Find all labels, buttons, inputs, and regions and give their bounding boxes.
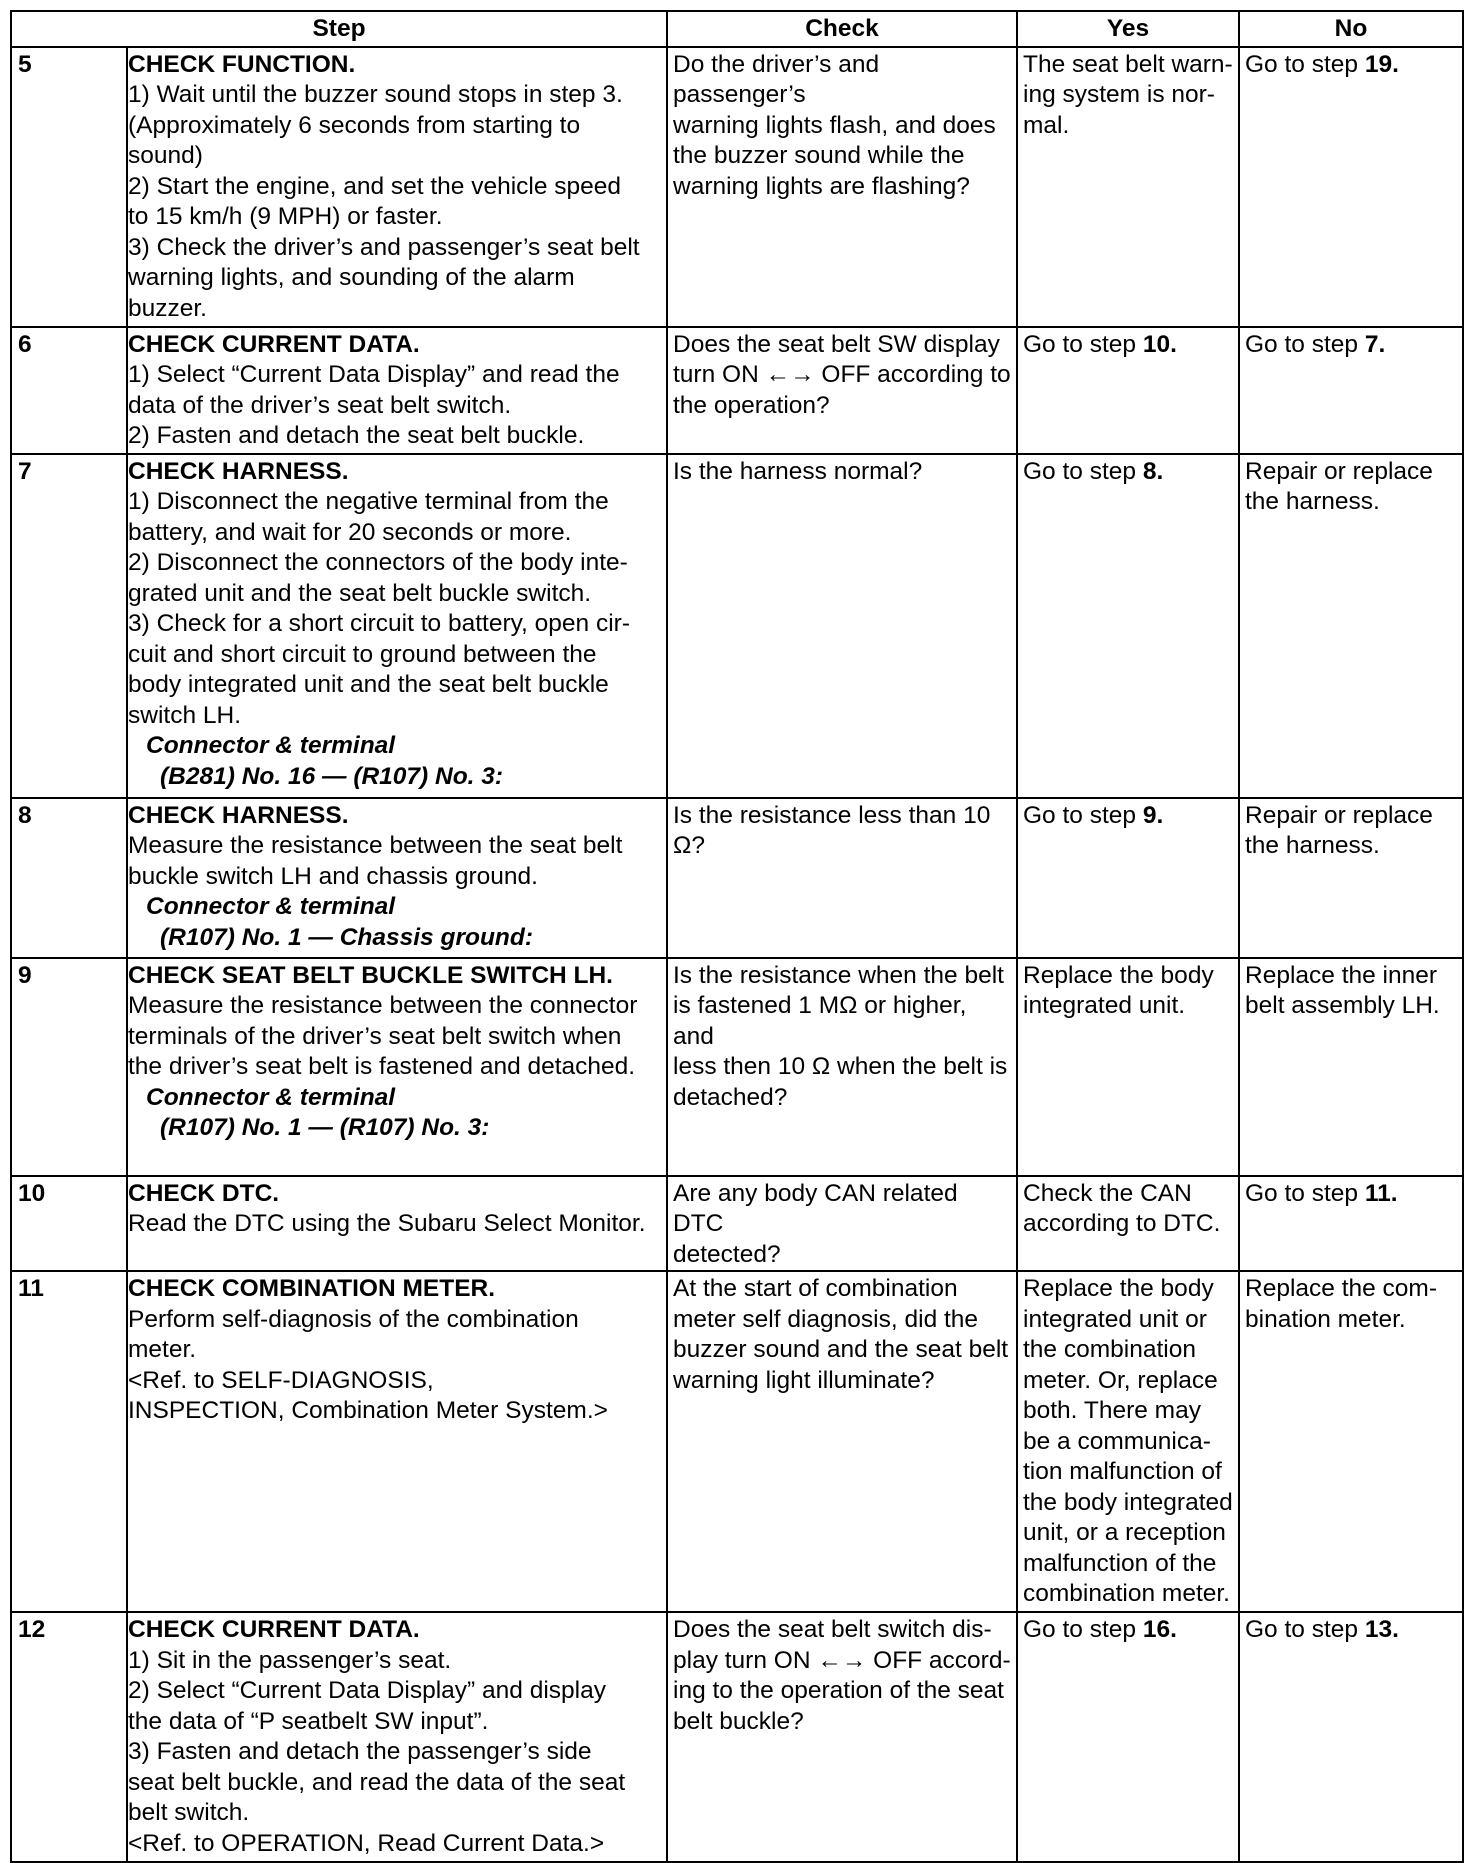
step-line: 1) Wait until the buzzer sound stops in step 3. (128, 81, 623, 108)
step-description (127, 327, 667, 454)
table-row (11, 958, 1463, 1176)
step-title: CHECK HARNESS. (128, 801, 349, 829)
check-line: warning light illuminate? (673, 1366, 935, 1394)
yes-line: unit, or a reception (1023, 1519, 1226, 1546)
check-line: belt buckle? (673, 1707, 804, 1735)
check-cell (667, 1612, 1017, 1862)
step-title: CHECK DTC. (128, 1179, 280, 1207)
connector-terminal: (R107) No. 1 — (R107) No. 3: (160, 1114, 490, 1141)
connector-terminal: (R107) No. 1 — Chassis ground: (160, 923, 534, 951)
step-line: 2) Fasten and detach the seat belt buckle. (128, 422, 585, 449)
step-line: (Approximately 6 seconds from starting to (128, 111, 581, 139)
yes-text: Go to step (1023, 1616, 1143, 1643)
check-line: ing to the operation of the seat (673, 1677, 1004, 1704)
yes-line: both. There may (1023, 1397, 1201, 1424)
no-end: . (1390, 1179, 1398, 1207)
step-description (127, 1271, 667, 1612)
yes-step-ref: 10 (1142, 330, 1171, 358)
table-row (11, 1612, 1463, 1862)
yes-step-ref: 8 (1142, 457, 1157, 485)
check-line: buzzer sound and the seat belt (673, 1336, 1009, 1363)
check-line: warning lights flash, and does (673, 111, 996, 139)
step-line: 1) Disconnect the negative terminal from the (128, 488, 609, 515)
yes-cell (1017, 1271, 1239, 1612)
table-row (11, 327, 1463, 454)
no-text: Go to step (1245, 1179, 1365, 1207)
step-line: buckle switch LH and chassis ground. (128, 862, 538, 890)
check-cell (667, 958, 1017, 1176)
yes-cell (1017, 1176, 1239, 1272)
step-number: 6 (11, 327, 127, 454)
yes-line: The seat belt warn- (1023, 50, 1233, 78)
table-row (11, 798, 1463, 958)
step-line: body integrated unit and the seat belt buckle (128, 671, 609, 698)
no-step-ref: 7 (1364, 330, 1379, 358)
step-line: 1) Sit in the passenger’s seat. (128, 1646, 452, 1674)
no-end: . (1392, 1616, 1399, 1643)
step-line: sound) (128, 142, 203, 169)
step-line: Perform self-diagnosis of the combination (128, 1305, 579, 1333)
yes-line: tion malfunction of (1023, 1458, 1222, 1485)
step-line: the driver’s seat belt is fastened and detached. (128, 1053, 636, 1080)
step-line: grated unit and the seat belt buckle switch. (128, 579, 592, 607)
header-yes: Yes (1017, 11, 1239, 47)
step-line: belt switch. (128, 1799, 250, 1826)
step-title: CHECK CURRENT DATA. (128, 1616, 420, 1643)
check-line: Is the resistance when the belt (673, 961, 1004, 989)
yes-line: integrated unit. (1023, 992, 1186, 1019)
yes-text: Go to step (1023, 801, 1143, 829)
no-line: Replace the com- (1245, 1275, 1438, 1302)
yes-line: meter. Or, replace (1023, 1366, 1218, 1394)
yes-text: Go to step (1023, 330, 1143, 358)
yes-cell (1017, 47, 1239, 327)
step-number: 10 (11, 1176, 127, 1272)
no-cell (1239, 958, 1463, 1176)
yes-end: . (1170, 330, 1177, 358)
step-line: 2) Start the engine, and set the vehicle speed (128, 172, 622, 200)
step-line: 1) Select “Current Data Display” and read the (128, 361, 620, 388)
step-description (127, 47, 667, 327)
step-line: warning lights, and sounding of the alarm (128, 264, 575, 291)
yes-line: the combination (1023, 1336, 1196, 1363)
step-description (127, 1176, 667, 1272)
step-number: 9 (11, 958, 127, 1176)
no-step-ref: 11 (1364, 1179, 1391, 1207)
no-cell (1239, 47, 1463, 327)
check-line: warning lights are flashing? (673, 172, 970, 200)
step-line: INSPECTION, Combination Meter System.> (128, 1397, 608, 1424)
no-text: Go to step (1245, 1616, 1365, 1643)
connector-label: Connector & terminal (146, 732, 396, 759)
header-check: Check (667, 11, 1017, 47)
step-line: buzzer. (128, 294, 207, 322)
check-cell (667, 47, 1017, 327)
step-title: CHECK COMBINATION METER. (128, 1275, 496, 1302)
step-description (127, 798, 667, 958)
check-line: Is the harness normal? (673, 457, 923, 485)
check-line: Does the seat belt switch dis- (673, 1616, 992, 1643)
step-number: 5 (11, 47, 127, 327)
check-line: play turn ON ←→ OFF accord- (673, 1646, 1011, 1674)
step-line: Read the DTC using the Subaru Select Monitor. (128, 1210, 646, 1237)
check-line: Does the seat belt SW display (673, 330, 1000, 358)
yes-cell (1017, 958, 1239, 1176)
no-line: bination meter. (1245, 1305, 1406, 1333)
no-step-ref: 19 (1364, 50, 1393, 78)
table-row (11, 1271, 1463, 1612)
yes-line: combination meter. (1023, 1580, 1230, 1607)
connector-label: Connector & terminal (146, 893, 396, 920)
no-line: Repair or replace (1245, 457, 1433, 485)
yes-line: the body integrated (1023, 1488, 1233, 1516)
step-line: the data of “P seatbelt SW input”. (128, 1707, 489, 1735)
step-line: data of the driver’s seat belt switch. (128, 391, 512, 419)
step-line: 2) Select “Current Data Display” and display (128, 1677, 606, 1704)
diagnostic-table (10, 10, 1464, 1863)
table-row (11, 1176, 1463, 1272)
header-no: No (1239, 11, 1463, 47)
no-line: the harness. (1245, 832, 1380, 859)
yes-line: Replace the body (1023, 961, 1214, 989)
yes-end: . (1156, 457, 1164, 485)
step-line: Measure the resistance between the connector (128, 992, 638, 1019)
step-line: 3) Check for a short circuit to battery, open cir- (128, 610, 630, 637)
yes-cell (1017, 327, 1239, 454)
yes-end: . (1156, 801, 1164, 829)
yes-line: mal. (1023, 111, 1070, 139)
step-line: Measure the resistance between the seat belt (128, 832, 623, 859)
no-cell (1239, 454, 1463, 798)
step-number: 7 (11, 454, 127, 798)
step-number: 8 (11, 798, 127, 958)
step-line: terminals of the driver’s seat belt switch when (128, 1022, 622, 1050)
step-line: seat belt buckle, and read the data of the seat (128, 1768, 626, 1796)
step-description (127, 958, 667, 1176)
yes-line: Replace the body (1023, 1275, 1214, 1302)
check-line: detected? (673, 1240, 781, 1268)
no-cell (1239, 1612, 1463, 1862)
check-line: turn ON ←→ OFF according to (673, 361, 1011, 388)
diagnostic-procedure-sheet (10, 10, 1462, 1863)
no-line: belt assembly LH. (1245, 992, 1440, 1019)
check-cell (667, 327, 1017, 454)
no-line: Repair or replace (1245, 801, 1433, 829)
connector-terminal: (B281) No. 16 — (R107) No. 3: (160, 762, 504, 790)
yes-step-ref: 16 (1142, 1616, 1171, 1643)
step-title: CHECK CURRENT DATA. (128, 330, 420, 358)
no-line: Replace the inner (1245, 961, 1438, 989)
yes-line: integrated unit or (1023, 1305, 1207, 1333)
step-line: 2) Disconnect the connectors of the body inte- (128, 549, 628, 576)
check-line: meter self diagnosis, did the (673, 1305, 979, 1333)
no-cell (1239, 1271, 1463, 1612)
step-line: 3) Check the driver’s and passenger’s seat belt (128, 233, 640, 261)
step-number: 11 (11, 1271, 127, 1612)
step-title: CHECK HARNESS. (128, 457, 349, 485)
no-text: Go to step (1245, 330, 1365, 358)
yes-cell (1017, 1612, 1239, 1862)
step-line: to 15 km/h (9 MPH) or faster. (128, 203, 443, 230)
no-end: . (1378, 330, 1386, 358)
step-number: 12 (11, 1612, 127, 1862)
check-line: is fastened 1 MΩ or higher, and (673, 992, 967, 1050)
step-line: <Ref. to SELF-DIAGNOSIS, (128, 1366, 434, 1394)
yes-cell (1017, 798, 1239, 958)
check-cell (667, 798, 1017, 958)
check-line: Ω? (673, 832, 705, 859)
step-description (127, 1612, 667, 1862)
table-row (11, 454, 1463, 798)
table-row (11, 47, 1463, 327)
check-line: less then 10 Ω when the belt is (673, 1053, 1008, 1080)
check-line: At the start of combination (673, 1275, 958, 1302)
yes-text: Go to step (1023, 457, 1143, 485)
check-cell (667, 454, 1017, 798)
check-line: detached? (673, 1083, 788, 1111)
step-title: CHECK SEAT BELT BUCKLE SWITCH LH. (128, 961, 613, 989)
step-line: cuit and short circuit to ground between the (128, 640, 597, 668)
step-line: battery, and wait for 20 seconds or more. (128, 518, 572, 546)
check-cell (667, 1176, 1017, 1272)
no-line: the harness. (1245, 488, 1380, 515)
step-line: switch LH. (128, 701, 242, 729)
no-end: . (1392, 50, 1399, 78)
no-step-ref: 13 (1364, 1616, 1393, 1643)
yes-end: . (1170, 1616, 1177, 1643)
check-line: Is the resistance less than 10 (673, 801, 991, 829)
yes-step-ref: 9 (1142, 801, 1157, 829)
check-cell (667, 1271, 1017, 1612)
step-line: <Ref. to OPERATION, Read Current Data.> (128, 1829, 605, 1857)
yes-line: according to DTC. (1023, 1210, 1221, 1237)
yes-cell (1017, 454, 1239, 798)
yes-line: be a communica- (1023, 1427, 1211, 1455)
step-title: CHECK FUNCTION. (128, 50, 356, 78)
step-description (127, 454, 667, 798)
step-line: meter. (128, 1336, 197, 1363)
check-line: the buzzer sound while the (673, 142, 965, 169)
yes-line: Check the CAN (1023, 1179, 1192, 1207)
header-row (11, 11, 1463, 47)
no-cell (1239, 798, 1463, 958)
check-line: Are any body CAN related DTC (673, 1179, 958, 1237)
yes-line: ing system is nor- (1023, 81, 1215, 108)
header-step: Step (11, 11, 667, 47)
check-line: Do the driver’s and passenger’s (673, 50, 880, 108)
connector-label: Connector & terminal (146, 1083, 396, 1111)
step-line: 3) Fasten and detach the passenger’s side (128, 1738, 592, 1765)
no-cell (1239, 327, 1463, 454)
no-text: Go to step (1245, 50, 1365, 78)
yes-line: malfunction of the (1023, 1549, 1217, 1577)
no-cell (1239, 1176, 1463, 1272)
check-line: the operation? (673, 391, 830, 419)
